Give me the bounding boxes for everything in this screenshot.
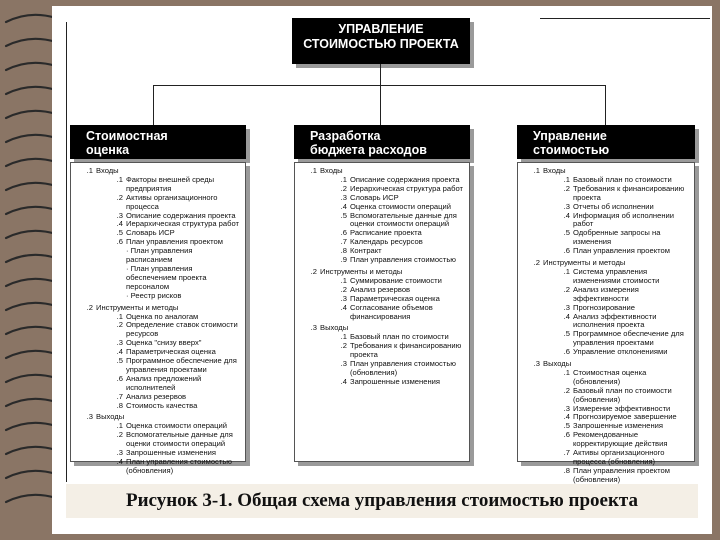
item-number: .3 [116,338,123,348]
column-title-line1: Управление [533,129,607,143]
connector-root-down [380,64,381,86]
item-number: .2 [116,320,123,330]
section [522,167,690,256]
list-item [299,360,465,378]
item-number: .2 [340,284,347,294]
item-number: .2 [563,183,570,193]
item-text: Оценка стоимости операций [350,201,451,211]
item-number: .2 [116,430,123,440]
item-number: .5 [563,228,570,238]
section [522,259,690,357]
item-text: Запрошенные изменения [126,448,216,458]
process-box-cost-budgeting [294,162,470,462]
section [522,360,690,485]
process-box-cost-control [517,162,695,484]
item-number: .1 [563,367,570,377]
item-number: .6 [116,373,123,383]
section-number: .3 [86,412,93,422]
list-item [75,357,241,375]
list-item [75,458,241,476]
item-text: План управления проектом (обновления) [573,465,670,484]
item-number: .7 [340,237,347,247]
item-text: Отчеты об исполнении [573,201,654,211]
item-text: Описание содержания проекта [350,174,460,184]
column-header-cost-estimating [70,125,246,159]
item-text: План управления проектом [126,237,223,247]
item-text: Активы организационного процесса [126,192,218,211]
item-number: .5 [563,329,570,339]
list-item [522,247,690,256]
column-title-line2: бюджета расходов [310,143,427,157]
connector-horizontal [153,85,605,86]
item-number: .6 [563,347,570,357]
section-label: Входы [96,166,119,175]
item-number: .3 [340,359,347,369]
figure-caption: Рисунок 3-1. Общая схема управления стоимостью проекта [126,490,638,511]
item-text: Параметрическая оценка [126,347,216,357]
item-number: .3 [116,448,123,458]
item-number: .1 [116,174,123,184]
item-number: .1 [340,275,347,285]
item-text: Факторы внешней среды предприятия [126,174,215,193]
list-item [75,247,241,265]
column-title-line2: стоимостью [533,143,610,157]
item-number: .6 [340,228,347,238]
item-number: .2 [563,284,570,294]
item-text: Анализ резервов [350,284,411,294]
section-number: .3 [533,359,540,369]
list-item [522,313,690,331]
item-text: Базовый план по стоимости [573,174,672,184]
item-number: .2 [116,192,123,202]
item-text: Иерархическая структура работ [350,183,463,193]
list-item [522,467,690,485]
root-header-line1: УПРАВЛЕНИЕ [338,22,424,36]
spiral-binding [0,10,60,530]
item-text: Иерархическая структура работ [126,219,239,229]
item-text: Оценка по аналогам [126,311,199,321]
list-item [299,256,465,265]
item-text: Контракт [350,246,382,256]
list-item [75,292,241,301]
item-text: Определение ставок стоимости ресурсов [126,320,238,339]
list-item [75,194,241,212]
item-text: Согласование объемов финансирования [350,302,433,321]
item-text: Требования к финансированию проекта [573,183,685,202]
item-text: Стоимость качества [126,400,198,410]
item-number: .4 [340,376,347,386]
item-text: · Реестр рисков [126,290,182,300]
item-number: .6 [563,246,570,256]
item-text: Запрошенные изменения [350,376,440,386]
item-text: Система управления изменениями стоимости [573,266,660,285]
column-title-line1: Разработка [310,129,381,143]
list-item [522,369,690,387]
item-number: .6 [563,430,570,440]
list-item [75,321,241,339]
item-text: Программное обеспечение для управления проектами [126,356,237,374]
list-item [522,185,690,203]
item-text: Оценка "снизу вверх" [126,338,202,348]
list-item [75,402,241,411]
section-label: Выходы [320,323,349,333]
list-item [75,375,241,393]
list-item [75,431,241,449]
list-item [522,229,690,247]
item-number: .1 [340,332,347,342]
item-number: .4 [340,302,347,312]
list-item [299,378,465,387]
item-number: .8 [563,465,570,475]
section [299,324,465,386]
item-text: Прогнозируемое завершение [573,412,677,422]
section-number: .1 [86,166,93,175]
list-item [522,387,690,405]
root-header [292,18,470,64]
item-number: .6 [116,237,123,247]
page-rule-left [66,22,67,482]
item-number: .5 [116,228,123,238]
item-text: Активы организационного процесса (обновления) [573,448,665,466]
item-text: Запрошенные изменения [573,421,663,431]
list-item [75,265,241,292]
list-item [522,431,690,449]
list-item [299,212,465,230]
section-number: .2 [533,258,540,268]
item-text: Вспомогательные данные для оценки стоимости операций [126,430,233,449]
item-number: .4 [563,210,570,220]
item-number: .9 [340,255,347,265]
section [75,304,241,411]
item-text: Анализ предложений исполнителей [126,373,202,392]
list-item [75,176,241,194]
column-title-line2: оценка [86,143,130,157]
item-number: .5 [563,421,570,431]
item-text: Базовый план по стоимости (обновления) [573,385,672,404]
item-text: Словарь ИСР [350,192,399,202]
item-number: .3 [563,403,570,413]
item-number: .3 [340,192,347,202]
section-number: .1 [310,166,317,175]
section-label: Инструменты и методы [320,266,403,276]
item-number: .4 [340,201,347,211]
item-text: Параметрическая оценка [350,293,440,303]
item-text: Одобренные запросы на изменения [573,228,661,247]
item-number: .3 [563,302,570,312]
section-label: Инструменты и методы [96,302,179,312]
item-number: .3 [563,201,570,211]
item-text: План управления стоимостью (обновления) [350,359,456,377]
section-label: Входы [320,166,343,175]
section-label: Выходы [543,359,572,369]
list-item [522,348,690,357]
item-text: Описание содержания проекта [126,210,236,220]
item-number: .2 [563,385,570,395]
section [75,167,241,301]
item-text: Анализ резервов [126,391,187,401]
page-rule-top [540,18,710,19]
list-item [522,286,690,304]
list-item [522,212,690,230]
list-item [299,342,465,360]
list-item [299,238,465,247]
item-number: .1 [116,311,123,321]
section [299,167,465,265]
item-number: .4 [563,311,570,321]
list-item [522,330,690,348]
section [299,268,465,321]
item-text: План управления стоимостью (обновления) [126,457,232,475]
item-text: Анализ эффективности исполнения проекта [573,311,657,330]
item-text: План управления проектом [573,246,670,256]
item-number: .1 [340,174,347,184]
item-text: · План управления расписанием [126,246,193,265]
item-text: Программное обеспечение для управления проектами [573,329,684,348]
column-header-cost-budgeting [294,125,470,159]
item-text: План управления стоимостью [350,255,456,265]
item-text: Календарь ресурсов [350,237,423,247]
section-label: Входы [543,166,566,175]
item-text: Рекомендованные корректирующие действия [573,430,668,449]
item-number: .1 [563,266,570,276]
list-item [522,268,690,286]
item-number: .7 [563,448,570,458]
item-text: Оценка стоимости операций [126,421,227,431]
item-text: Прогнозирование [573,302,636,312]
process-box-cost-estimating [70,162,246,475]
section-label: Выходы [96,412,125,422]
item-text: Стоимостная оценка (обновления) [573,367,647,386]
list-item [299,304,465,322]
item-text: Управление отклонениями [573,347,668,357]
item-number: .3 [116,210,123,220]
item-text: Вспомогательные данные для оценки стоимости операций [350,210,457,229]
item-number: .4 [116,457,123,466]
item-text: Требования к финансированию проекта [350,341,462,360]
item-number: .2 [340,183,347,193]
item-number: .4 [116,347,123,357]
item-number: .5 [116,356,123,366]
item-text: Словарь ИСР [126,228,175,238]
list-item [522,449,690,467]
item-number: .8 [116,400,123,410]
section-label: Инструменты и методы [543,258,626,268]
item-number: .7 [116,391,123,401]
connector-center [380,85,381,125]
connector-right [605,85,606,125]
item-number [105,247,126,265]
item-text: Измерение эффективности [573,403,671,413]
item-number [105,292,126,301]
section [75,413,241,475]
item-text: Базовый план по стоимости [350,332,449,342]
column-header-cost-control [517,125,695,159]
connector-left [153,85,154,125]
section-number: .3 [310,323,317,333]
item-number: .4 [116,219,123,229]
item-number: .8 [340,246,347,256]
item-number [105,265,126,292]
item-number: .1 [563,174,570,184]
item-text: Информация об исполнении работ [573,210,675,229]
item-text: Анализ измерения эффективности [573,284,639,303]
item-number: .1 [116,421,123,431]
item-number: .4 [563,412,570,422]
section-number: .2 [86,302,93,312]
section-number: .1 [533,166,540,175]
item-number: .2 [340,341,347,351]
item-text: Суммирование стоимости [350,275,442,285]
root-header-line2: СТОИМОСТЬЮ ПРОЕКТА [303,37,459,51]
item-text: · План управления обеспечением проекта персоналом [126,263,207,291]
section-number: .2 [310,266,317,276]
item-text: Расписание проекта [350,228,422,238]
column-title-line1: Стоимостная [86,129,168,143]
item-number: .5 [340,210,347,220]
item-number: .3 [340,293,347,303]
